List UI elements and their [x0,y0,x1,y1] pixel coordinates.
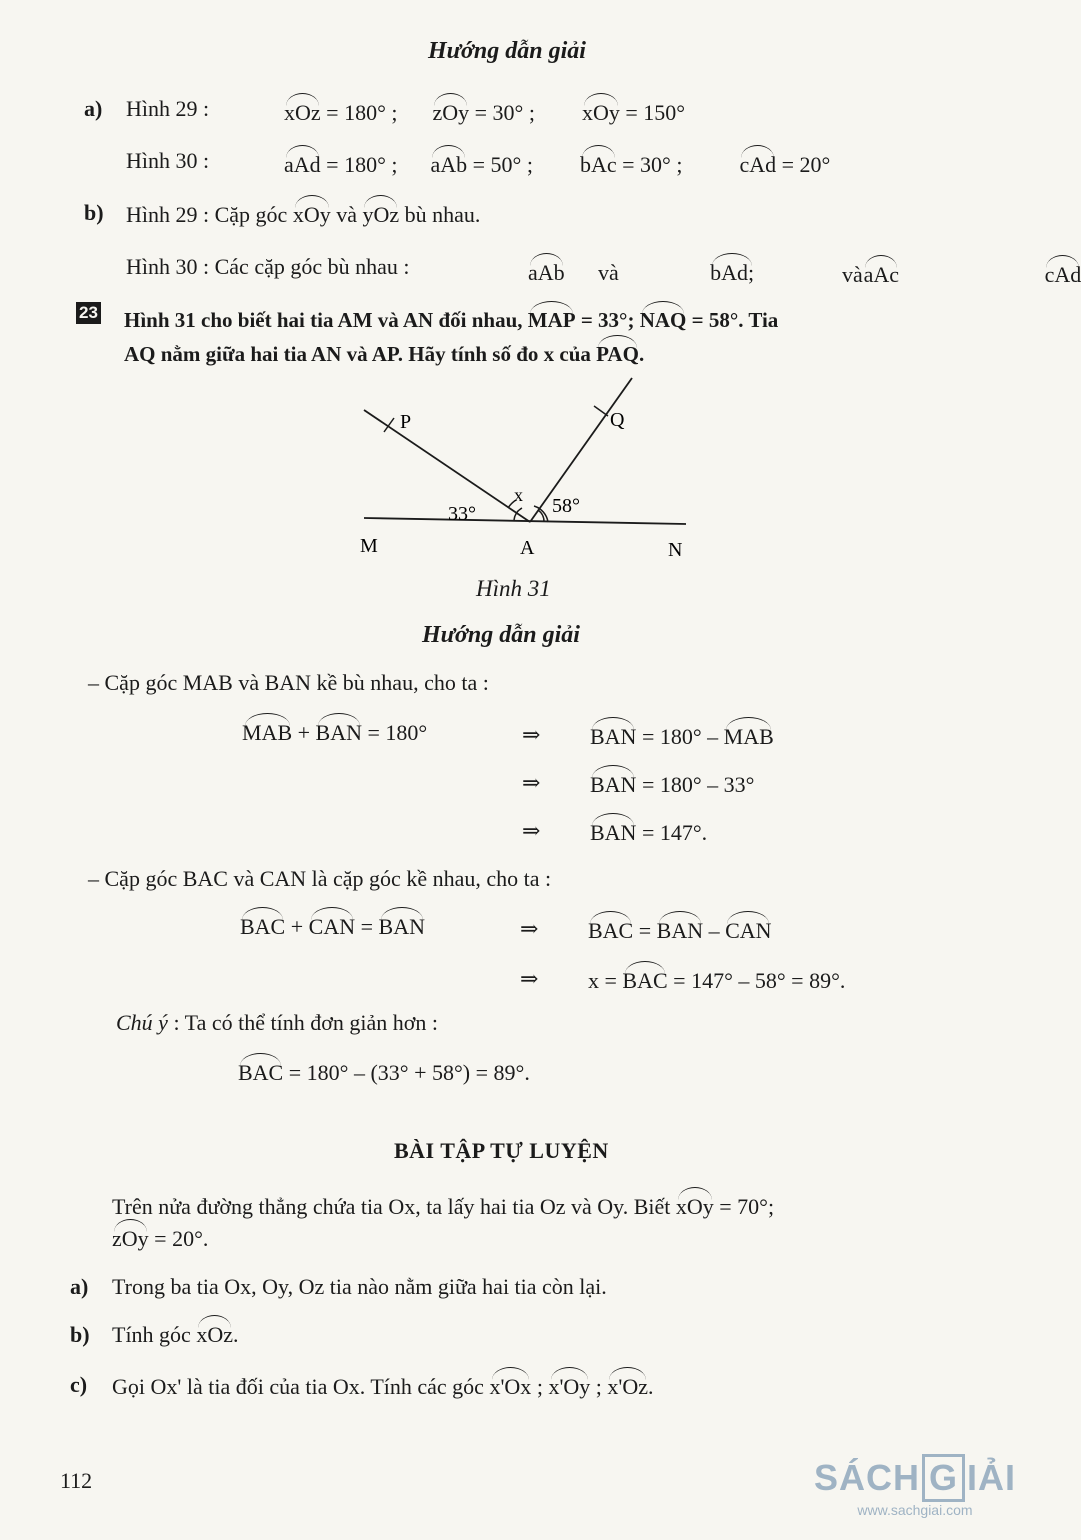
practice-intro-2 [112,1226,208,1252]
angle: BAN [378,914,425,939]
result-2 [590,772,754,798]
value: = 180° ; [320,100,398,125]
figure-31 [340,370,710,570]
text: = 20°. [148,1226,209,1251]
angle: BAN [656,918,704,943]
label-n: N [668,539,683,561]
label-p: P [400,411,412,433]
text: Tính góc [112,1322,197,1347]
angle-aac: aAc [863,262,900,287]
watermark-logo [814,1454,1016,1518]
brand-left: SÁCH [813,1457,920,1498]
text: = 33°; [575,308,640,332]
fig30-label: Hình 30 : [126,148,210,173]
problem-number-badge: 23 [76,302,101,324]
result-5 [588,968,845,994]
angle: x'Ox [489,1374,532,1399]
text: AQ nằm giữa hai tia AN và AP. Hãy tính số đo x của [124,342,597,366]
angle: zOy [112,1226,149,1251]
tick-q [594,406,608,416]
ray-aq [530,378,632,522]
note-equation [238,1060,530,1086]
angle-xoy: xOy [292,202,331,227]
practice-c-label: c) [70,1372,88,1397]
result-4 [588,918,772,944]
text: . [232,1322,239,1347]
brand-box: G [922,1454,965,1502]
practice-b-text [112,1322,238,1348]
b30-line: Hình 30 : Các cặp góc bù nhau : [126,254,410,279]
angle: BAN [590,820,637,845]
text: = [355,914,379,939]
dash-item-2: – Cặp góc BAC và CAN là cặp góc kề nhau, cho ta : [88,866,552,891]
angle-paq: PAQ [596,342,639,366]
angle-cad: cAd [1044,262,1081,287]
angle-cad: cAd [739,152,777,177]
angle: xOz [196,1322,233,1347]
fig29-label: Hình 29 : [126,96,210,121]
text: = [633,918,657,943]
angle-aab: aAb [430,152,468,177]
solution-heading-2: Hướng dẫn giải [422,622,580,648]
angle: BAC [622,968,668,993]
implies-arrow: ⇒ [520,966,539,991]
text: Hình 29 : Cặp góc [126,202,293,227]
part-b-label: b) [84,200,104,225]
text: = 70°; [713,1194,775,1219]
text: = 180° – [636,724,724,749]
text: = 147° – 58° = 89°. [667,968,846,993]
angle: x'Oz [607,1374,649,1399]
angle-map: MAP [527,308,576,332]
angle: xOy [675,1194,714,1219]
label-x: x [514,485,523,505]
practice-c-text [112,1374,654,1400]
text: = 180° [362,720,428,745]
value: = 20° [776,152,831,177]
text: = 58°. Tia [686,308,779,332]
angle: MAB [723,724,774,749]
implies-arrow: ⇒ [520,916,539,941]
label-a: A [520,537,535,559]
practice-title: BÀI TẬP TỰ LUYỆN [394,1138,609,1163]
text: ; [531,1374,549,1399]
text: = 180° – 33° [636,772,755,797]
angle-zoy: zOy [432,100,470,125]
watermark-url: www.sachgiai.com [857,1502,973,1518]
angle-naq: NAQ [639,308,687,332]
angle: CAN [725,918,772,943]
label-58: 58° [552,495,580,517]
text: : Ta có thể tính đơn giản hơn : [167,1010,438,1035]
angle-yoz: yOz [362,202,400,227]
angle: BAN [315,720,362,745]
angle: BAN [590,724,637,749]
text: Trên nửa đường thẳng chứa tia Ox, ta lấy hai tia Oz và Oy. Biết [112,1194,676,1219]
result-1 [590,724,774,750]
angle-xoy: xOy [581,100,620,125]
text: = 147°. [636,820,708,845]
text: Gọi Ox' là tia đối của tia Ox. Tính các góc [112,1374,490,1399]
text: ; [590,1374,608,1399]
text: Hình 31 cho biết hai tia AM và AN đối nhau, [124,308,528,332]
text: – [703,918,726,943]
figure-caption: Hình 31 [476,576,551,601]
implies-arrow: ⇒ [522,770,541,795]
angle: BAN [590,772,637,797]
part-a-label: a) [84,96,103,121]
practice-a-label: a) [70,1274,89,1299]
dash-item-1: – Cặp góc MAB và BAN kề bù nhau, cho ta : [88,670,489,695]
angle: CAN [308,914,356,939]
and-text: và [842,262,863,287]
solution-heading: Hướng dẫn giải [428,38,586,64]
angle-aab: aAb [528,260,565,285]
label-q: Q [610,409,625,431]
brand-right: IẢI [966,1457,1016,1498]
implies-arrow: ⇒ [522,818,541,843]
and-text: và [598,260,619,285]
label-33: 33° [448,503,476,525]
text: . [648,1374,654,1399]
practice-intro-1 [112,1194,774,1220]
angle: BAC [238,1060,284,1085]
practice-a-text: Trong ba tia Ox, Oy, Oz tia nào nằm giữa hai tia còn lại. [112,1274,607,1299]
text: + [285,914,309,939]
angle: MAB [242,720,293,745]
angle-bad: bAd; [710,260,755,285]
value: = 30° ; [469,100,535,125]
result-3 [590,820,707,846]
text: và [330,202,363,227]
note-line [116,1010,438,1036]
angle-xoz: xOz [284,100,321,125]
ray-ap [364,410,530,522]
implies-arrow: ⇒ [522,722,541,747]
note-label: Chú ý [116,1010,168,1035]
angle: BAC [588,918,634,943]
text: = 180° – (33° + 58°) = 89°. [283,1060,530,1085]
value: = 150° [619,100,686,125]
fig30-answers [284,152,830,178]
angle-bac: bAc [579,152,617,177]
label-m: M [360,535,378,557]
b29-line [126,202,480,228]
page-number: 112 [60,1468,93,1493]
fig29-answers [284,100,685,126]
text: x = [588,968,623,993]
angle: BAC [240,914,286,939]
equation-2 [240,914,425,940]
angle: x'Oy [548,1374,591,1399]
angle-aad: aAd [284,152,321,177]
text: bù nhau. [399,202,481,227]
text: + [292,720,316,745]
watermark-brand [814,1454,1016,1502]
text: . [638,342,645,366]
equation-1 [242,720,427,746]
value: = 30° ; [616,152,683,177]
value: = 180° ; [320,152,398,177]
value: = 50° ; [467,152,533,177]
problem-line-1 [124,308,778,333]
practice-b-label: b) [70,1322,90,1347]
problem-line-2 [124,342,644,367]
